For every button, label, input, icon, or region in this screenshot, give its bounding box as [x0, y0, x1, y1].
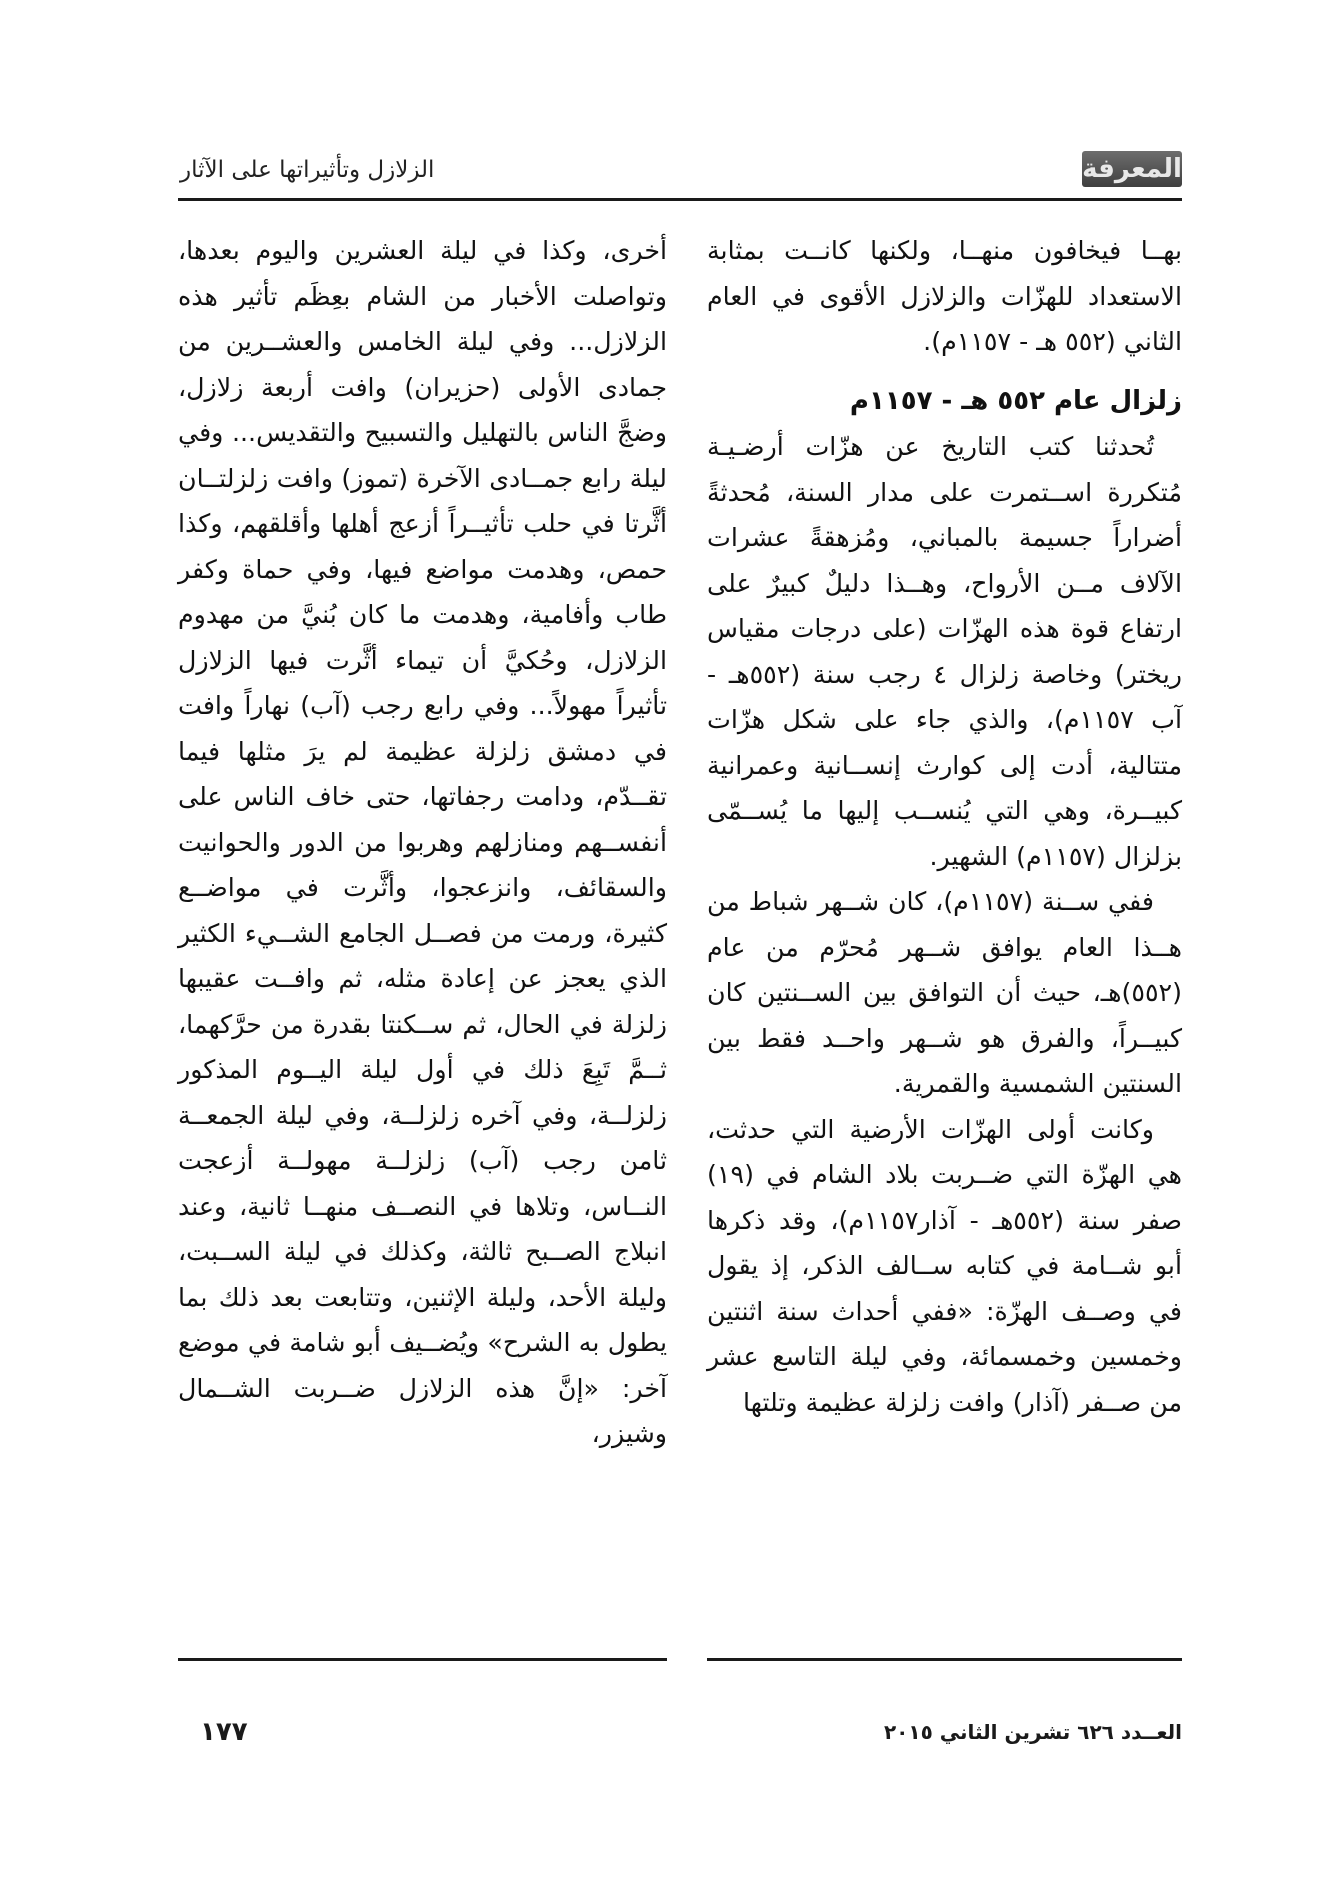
running-header-title: الزلازل وتأثيراتها على الآثار: [180, 157, 435, 183]
paragraph: ففي ســنة (١١٥٧م)، كان شــهر شباط من هــذا العام يوافق شــهر مُحرّم من عام (٥٥٢)هـ، حيث أن التوافق بين الســنتين كان كبيــراً، والفرق هو شــهر واحــد فقط بين السنتين الشمسية والقمرية.: [707, 887, 1182, 1098]
magazine-logo: المعرفة: [1082, 151, 1182, 187]
column-bottom-rule: [707, 1658, 1182, 1661]
section-heading: زلزال عام ٥٥٢ هـ - ١١٥٧م: [849, 385, 1182, 416]
paragraph: بهــا فيخافون منهــا، ولكنها كانــت بمثابة الاستعداد للهزّات والزلازل الأقوى في العام الثاني (٥٥٢ هـ - ١١٥٧م).: [707, 236, 1182, 356]
paragraph: تُحدثنا كتب التاريخ عن هزّات أرضـيـة مُتكررة اســتمرت على مدار السنة، مُحدثةً أضراراً جسيمة بالمباني، ومُزهقةً عشرات الآلاف مــن الأرواح، وهــذا دليلٌ كبيرٌ على ارتفاع قوة هذه الهزّات (على درجات مقياس ريختر) وخاصة زلزال ٤ رجب سنة (٥٥٢هـ - آب ١١٥٧م)، والذي جاء على شكل هزّات متتالية، أدت إلى كوارث إنســانية وعمرانية كبيــرة، وهي التي يُنســب إليها ما يُســمّى بزلزال (١١٥٧م) الشهير.: [707, 432, 1182, 871]
page-number: ١٧٧: [200, 1717, 248, 1747]
left-column: [178, 228, 667, 1457]
paragraph: وكانت أولى الهزّات الأرضية التي حدثت، هي الهزّة التي ضــربت بلاد الشام في (١٩) صفر سنة (٥٥٢هـ - آذار١١٥٧م)، وقد ذكرها أبو شــامة في كتابه ســالف الذكر، إذ يقول في وصــف الهزّة: «ففي أحداث سنة اثنتين وخمسين وخمسمائة، وفي ليلة التاسع عشر من صــفر (آذار) وافت زلزلة عظيمة وتلتها: [707, 1114, 1183, 1417]
issue-info: العــدد ٦٢٦ تشرين الثاني ٢٠١٥: [883, 1720, 1182, 1744]
column-bottom-rule: [178, 1658, 667, 1661]
header-rule: [178, 198, 1182, 201]
right-column: [707, 228, 1182, 1425]
paragraph: أخرى، وكذا في ليلة العشرين واليوم بعدها، وتواصلت الأخبار من الشام بعِظَم تأثير هذه الزلازل... وفي ليلة الخامس والعشــرين من جمادى الأولى (حزيران) وافت أربعة زلازل، وضجَّ الناس بالتهليل والتسبيح والتقديس... وفي ليلة رابع جمــادى الآخرة (تموز) وافت زلزلتــان أثَّرتا في حلب تأثيــراً أزعج أهلها وأقلقهم، وكذا حمص، وهدمت مواضع فيها، وفي حماة وكفر طاب وأفامية، وهدمت ما كان بُنيَّ من مهدوم الزلازل، وحُكيَّ أن تيماء أثَّرت فيها الزلازل تأثيراً مهولاً... وفي رابع رجب (آب) نهاراً وافت في دمشق زلزلة عظيمة لم يرَ مثلها فيما تقــدّم، ودامت رجفاتها، حتى خاف الناس على أنفســهم ومنازلهم وهربوا من الدور والحوانيت والسقائف، وانزعجوا، وأثَّرت في مواضــع كثيرة، ورمت من فصــل الجامع الشــيء الكثير الذي يعجز عن إعادة مثله، ثم وافــت عقيبها زلزلة في الحال، ثم ســكنتا بقدرة من حرَّكهما، ثــمَّ تَبِعَ ذلك في أول ليلة اليــوم المذكور زلزلــة، وفي آخره زلزلــة، وفي ليلة الجمعــة ثامن رجب (آب) زلزلــة مهولــة أزعجت النــاس، وتلاها في النصــف منهــا ثانية، وعند انبلاج الصــبح ثالثة، وكذلك في ليلة الســبت، وليلة الأحد، وليلة الإثنين، وتتابعت بعد ذلك بما يطول به الشرح» ويُضــيف أبو شامة في موضع آخر: «إنَّ هذه الزلازل ضــربت الشــمال وشيزر،: [178, 236, 667, 1448]
